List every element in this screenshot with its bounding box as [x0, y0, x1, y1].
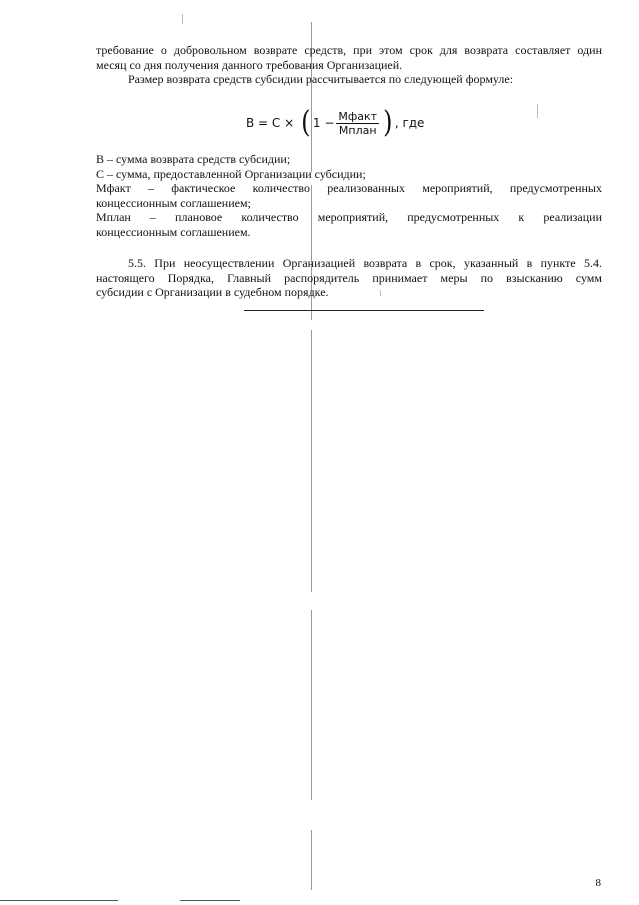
- paragraph-line: Размер возврата средств субсидии рассчитывается по следующей формуле:: [128, 72, 514, 86]
- page-number: 8: [595, 877, 601, 889]
- definition-mfakt-cont: концессионным соглашением;: [96, 195, 251, 210]
- paragraph-line: требование о добровольном возврате средств, при этом срок для возврата составляет один: [96, 43, 602, 57]
- return-formula: [246, 106, 424, 140]
- clause-line: 5.5. При неосуществлении Организацией возврата в срок, указанный в пункте 5.4.: [128, 256, 602, 270]
- scan-fold-line: [311, 830, 312, 890]
- definition-b: В – сумма возврата средств субсидии;: [96, 152, 291, 166]
- definition-mplan: Мплан – плановое количество мероприятий, предусмотренных к реализации: [96, 210, 602, 225]
- scan-edge-line: [0, 900, 118, 901]
- formula-suffix: , где: [394, 116, 425, 130]
- definitions: [96, 152, 602, 240]
- formula-intro: [96, 72, 602, 87]
- formula-close-paren: ): [383, 105, 393, 140]
- scan-speck: [537, 104, 538, 118]
- definition-mplan-cont: концессионным соглашением.: [96, 224, 251, 239]
- clause-line: субсидии с Организации в судебном порядке.: [96, 285, 329, 300]
- formula-one-minus: 1 −: [312, 116, 335, 130]
- paragraph-line: месяц со дня получения данного требования Организацией.: [96, 57, 403, 72]
- scan-fold-line: [311, 330, 312, 592]
- definition-mfakt: Мфакт – фактическое количество реализованных мероприятий, предусмотренных: [96, 181, 602, 196]
- scan-fold-line: [311, 610, 312, 800]
- formula-fraction: [336, 110, 379, 137]
- clause-5-5: [96, 256, 602, 300]
- formula-open-paren: (: [301, 105, 311, 140]
- definition-c: С – сумма, предоставленной Организации субсидии;: [96, 166, 366, 181]
- scan-edge-line: [180, 900, 240, 901]
- formula-numerator: Мфакт: [338, 109, 378, 123]
- paragraph-top: [96, 43, 602, 72]
- formula-lhs: В = С ×: [246, 116, 295, 130]
- scan-speck: [182, 14, 183, 24]
- clause-line: настоящего Порядка, Главный распорядитель принимает меры по взысканию сумм: [96, 270, 602, 285]
- end-divider: [244, 310, 484, 311]
- formula-denominator: Мплан: [338, 123, 377, 137]
